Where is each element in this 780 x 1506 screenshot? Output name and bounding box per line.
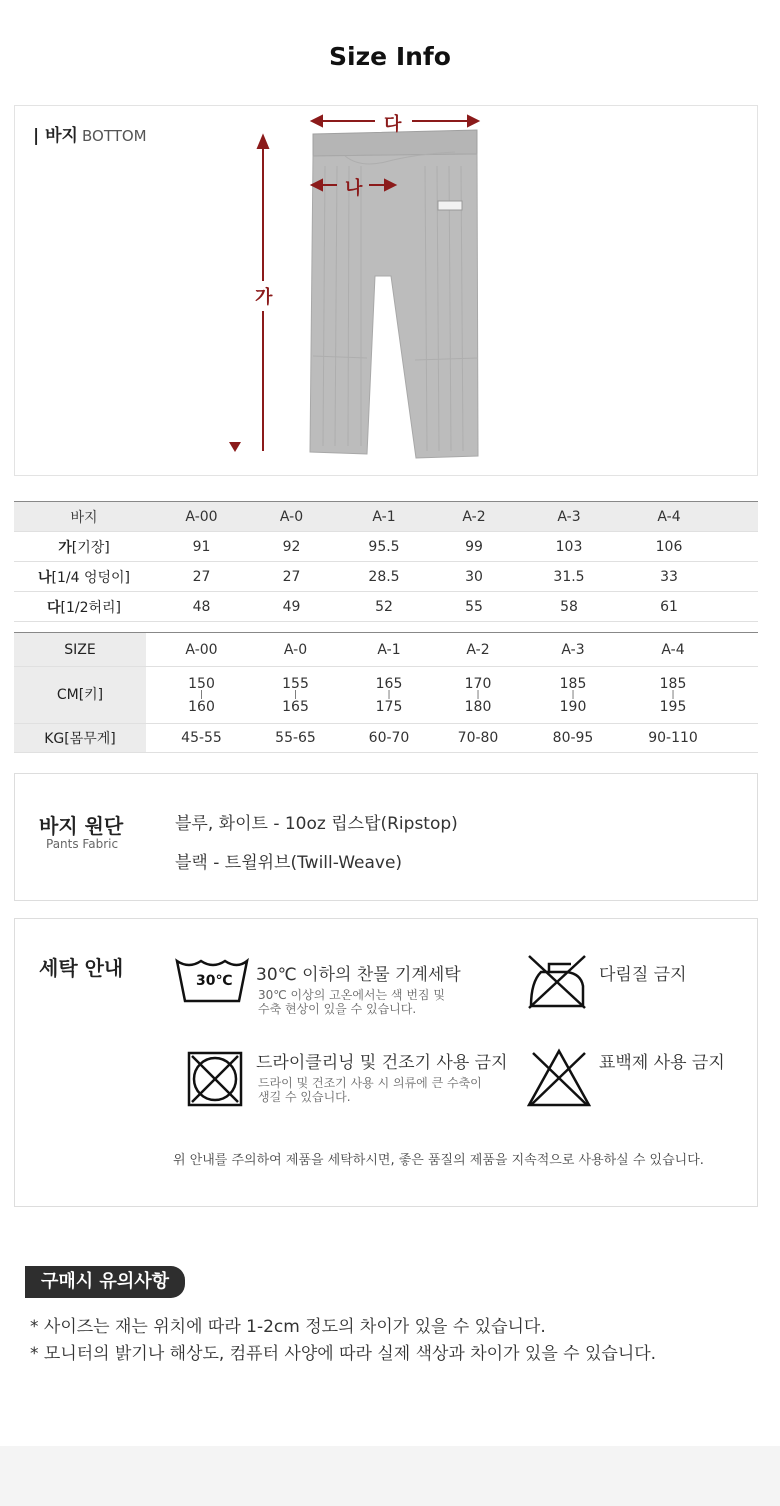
table-cell: 48 bbox=[154, 592, 249, 622]
header-cell: A-4 bbox=[634, 633, 712, 667]
fabric-line: 블랙 - 트윌위브(Twill-Weave) bbox=[175, 853, 403, 873]
fabric-subtitle: Pants Fabric bbox=[46, 837, 119, 851]
table-cell: 185 | 195 bbox=[634, 667, 712, 724]
table-cell: 61 bbox=[624, 592, 714, 622]
table-cell: 55-65 bbox=[257, 724, 334, 753]
header-cell: A-2 bbox=[444, 633, 512, 667]
washing-title: 세탁 안내 bbox=[39, 956, 124, 980]
washing-section bbox=[14, 918, 758, 1207]
table-cell: 150 | 160 bbox=[146, 667, 257, 724]
table-cell: 52 bbox=[334, 592, 434, 622]
row-header-main: 나 bbox=[37, 569, 52, 586]
wash-item-desc: 수축 현상이 있을 수 있습니다. bbox=[258, 1002, 417, 1016]
row-header-sub: [1/4 엉덩이] bbox=[51, 569, 130, 586]
table-row bbox=[14, 592, 758, 622]
pants-diagram bbox=[14, 105, 758, 476]
table-cell: 165 | 175 bbox=[334, 667, 444, 724]
header-cell: A-0 bbox=[249, 502, 334, 532]
wash-item-title: 다림질 금지 bbox=[599, 965, 687, 985]
height-weight-table bbox=[14, 632, 758, 753]
washing-note: 위 안내를 주의하여 제품을 세탁하시면, 좋은 품질의 제품을 지속적으로 사용하실 수 있습니다. bbox=[173, 1153, 704, 1168]
table-cell: 92 bbox=[249, 532, 334, 562]
table-cell: 99 bbox=[434, 532, 514, 562]
table-cell: 30 bbox=[434, 562, 514, 592]
marker-waist: 다 bbox=[384, 114, 402, 135]
table-header-row bbox=[14, 502, 758, 532]
pants-illustration bbox=[15, 106, 759, 477]
table-cell: 45-55 bbox=[146, 724, 257, 753]
table-cell: 31.5 bbox=[514, 562, 624, 592]
wash-item-title: 30℃ 이하의 찬물 기계세탁 bbox=[256, 965, 461, 985]
notice-badge: 구매시 유의사항 bbox=[25, 1266, 185, 1298]
marker-length: 가 bbox=[255, 281, 272, 311]
no-bleach-icon bbox=[527, 1047, 591, 1107]
wash-item-title: 드라이클리닝 및 건조기 사용 금지 bbox=[256, 1053, 508, 1073]
table-cell: 27 bbox=[249, 562, 334, 592]
fabric-line: 블루, 화이트 - 10oz 립스탑(Ripstop) bbox=[175, 814, 458, 834]
table-cell: 27 bbox=[154, 562, 249, 592]
wash-item-desc: 생길 수 있습니다. bbox=[258, 1090, 351, 1104]
wash-item-desc: 30℃ 이상의 고온에서는 색 번짐 및 bbox=[258, 988, 445, 1002]
wash-icon-label: 30℃ bbox=[196, 973, 233, 989]
row-header bbox=[14, 532, 154, 562]
header-cell: A-1 bbox=[334, 502, 434, 532]
table-cell: 70-80 bbox=[444, 724, 512, 753]
table-row-weight bbox=[14, 724, 758, 753]
fabric-section bbox=[14, 773, 758, 901]
header-cell: A-3 bbox=[512, 633, 634, 667]
table-cell: 55 bbox=[434, 592, 514, 622]
header-cell: A-00 bbox=[154, 502, 249, 532]
row-header bbox=[14, 592, 154, 622]
measurement-table bbox=[14, 501, 758, 622]
row-header: KG[몸무게] bbox=[14, 724, 146, 753]
table-cell: 170 | 180 bbox=[444, 667, 512, 724]
header-cell: A-2 bbox=[434, 502, 514, 532]
table-cell: 49 bbox=[249, 592, 334, 622]
header-cell: A-3 bbox=[514, 502, 624, 532]
row-header: CM[키] bbox=[14, 667, 146, 724]
pants-label-sub: BOTTOM bbox=[81, 127, 147, 145]
wash-item-desc: 드라이 및 건조기 사용 시 의류에 큰 수축이 bbox=[258, 1076, 482, 1090]
header-cell: 바지 bbox=[14, 502, 154, 532]
table-row bbox=[14, 532, 758, 562]
table-cell: 95.5 bbox=[334, 532, 434, 562]
marker-hip: 나 bbox=[345, 178, 363, 199]
header-cell: A-1 bbox=[334, 633, 444, 667]
header-cell: A-0 bbox=[257, 633, 334, 667]
header-cell: SIZE bbox=[14, 633, 146, 667]
row-header-sub: [1/2허리] bbox=[60, 599, 122, 616]
footer-band bbox=[0, 1446, 780, 1506]
row-header-sub: [기장] bbox=[71, 539, 110, 556]
table-cell: 155 | 165 bbox=[257, 667, 334, 724]
table-cell: 33 bbox=[624, 562, 714, 592]
table-cell: 60-70 bbox=[334, 724, 444, 753]
table-cell: 106 bbox=[624, 532, 714, 562]
no-dry-clean-icon bbox=[187, 1051, 243, 1107]
table-cell: 80-95 bbox=[512, 724, 634, 753]
header-cell: A-00 bbox=[146, 633, 257, 667]
no-ironing-icon bbox=[527, 952, 587, 1010]
table-cell: 185 | 190 bbox=[512, 667, 634, 724]
table-cell: 91 bbox=[154, 532, 249, 562]
table-row bbox=[14, 562, 758, 592]
row-header-main: 가 bbox=[58, 539, 72, 556]
row-header bbox=[14, 562, 154, 592]
table-header-row bbox=[14, 633, 758, 667]
down-arrow-icon bbox=[229, 442, 241, 452]
notice-line: * 모니터의 밝기나 해상도, 컴퓨터 사양에 따라 실제 색상과 차이가 있을 수 있습니다. bbox=[30, 1344, 657, 1364]
row-header-main: 다 bbox=[46, 599, 61, 616]
page-title: Size Info bbox=[329, 42, 451, 71]
table-cell: 28.5 bbox=[334, 562, 434, 592]
header-cell: A-4 bbox=[624, 502, 714, 532]
wash-item-title: 표백제 사용 금지 bbox=[599, 1053, 725, 1073]
table-row-height bbox=[14, 667, 758, 724]
table-cell: 103 bbox=[514, 532, 624, 562]
table-cell: 58 bbox=[514, 592, 624, 622]
pants-label-main: | 바지 bbox=[33, 126, 78, 146]
table-cell: 90-110 bbox=[634, 724, 712, 753]
fabric-title: 바지 원단 bbox=[39, 814, 124, 838]
notice-line: * 사이즈는 재는 위치에 따라 1-2cm 정도의 차이가 있을 수 있습니다. bbox=[30, 1317, 546, 1337]
